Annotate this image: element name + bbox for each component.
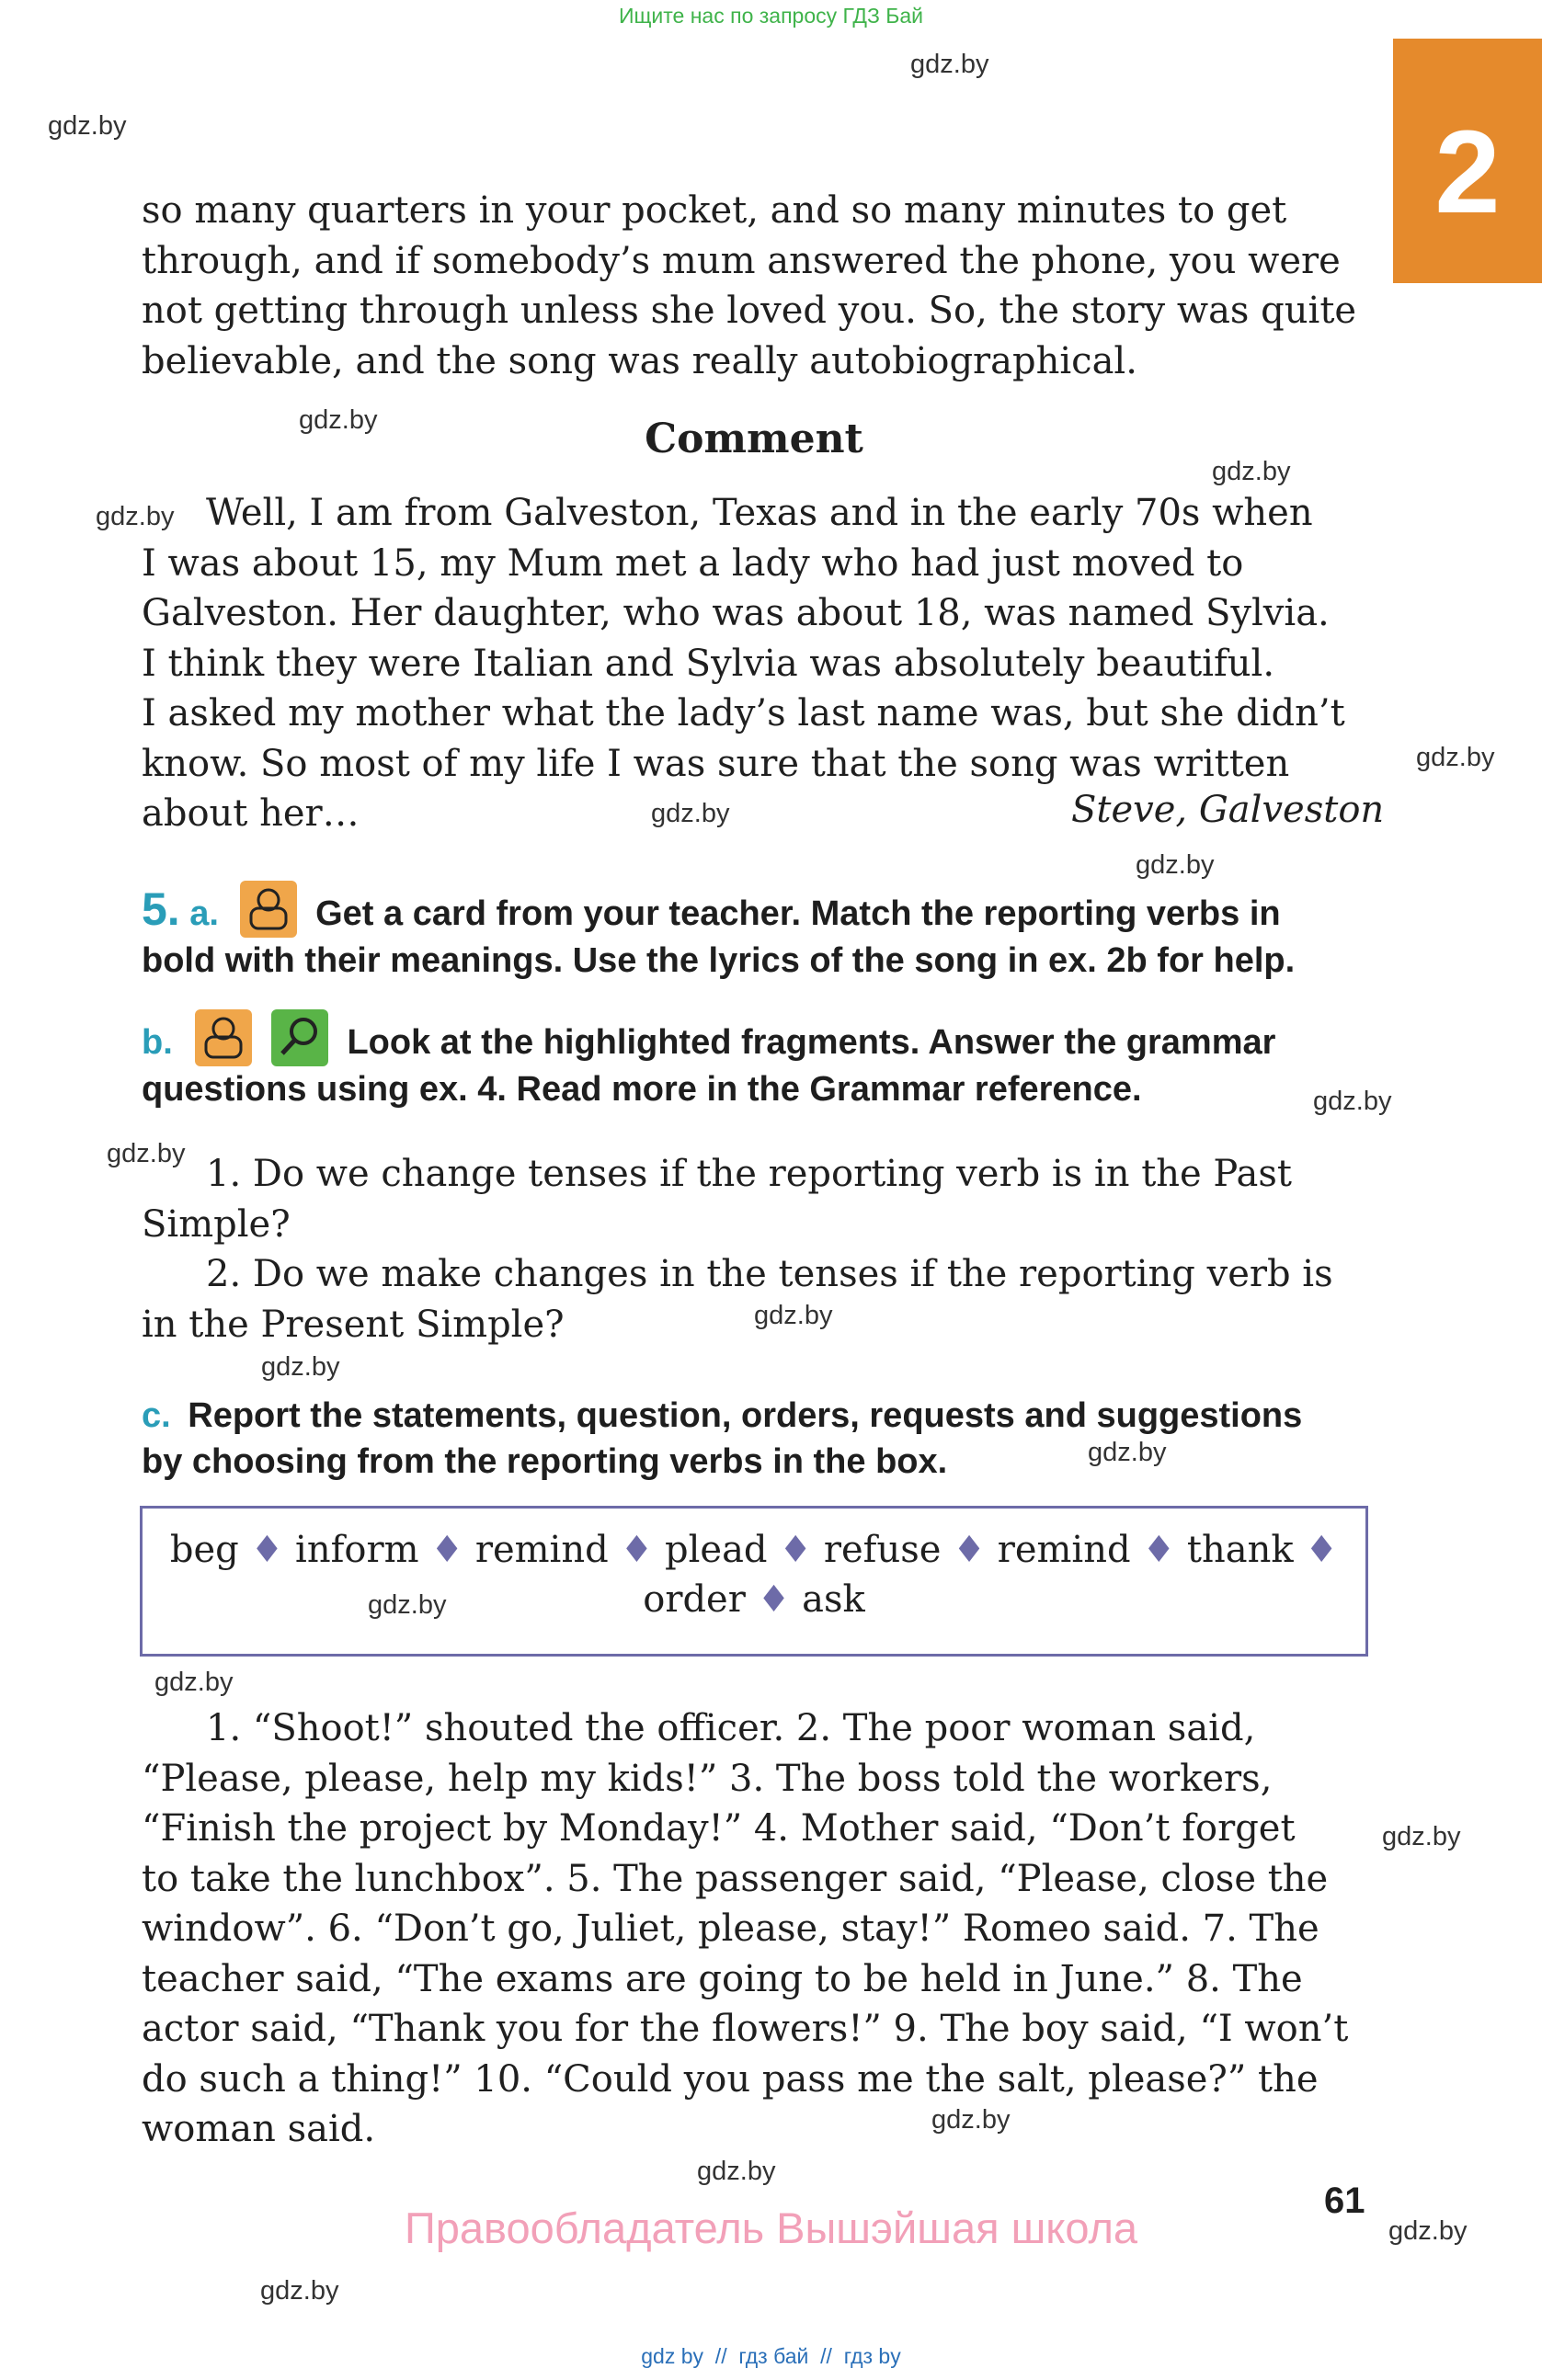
sentence-line: 1. “Shoot!” shouted the officer. 2. The poor woman said, (206, 1707, 1256, 1749)
question: Simple? (142, 1202, 291, 1246)
watermark: gdz.by (651, 799, 730, 828)
question: 2. Do we make changes in the tenses if the reporting verb is (206, 1253, 1333, 1295)
text-line: I think they were Italian and Sylvia was absolutely beautiful. (142, 642, 1275, 685)
text-line: Well, I am from Galveston, Texas and in the early 70s when (206, 492, 1313, 534)
reporting-verbs-box (140, 1506, 1368, 1657)
verb: ask (802, 1578, 865, 1621)
task-text: Report the statements, question, orders, requests and suggestions (188, 1396, 1303, 1435)
diamond-separator: ♦ (430, 1529, 464, 1571)
bottom-links[interactable]: gdz by // гдз бай // гдз by (641, 2344, 901, 2368)
sentence-line: do such a thing!” 10. “Could you pass me the salt, please?” the (142, 2057, 1319, 2101)
watermark: gdz.by (1212, 457, 1291, 486)
text-line: not getting through unless she loved you. So, the story was quite (142, 290, 1357, 332)
story-ending (142, 186, 1365, 386)
sentence-line: woman said. (142, 2108, 376, 2150)
page-number: 61 (1324, 2181, 1365, 2221)
sentence-line: “Finish the project by Monday!” 4. Mother said, “Don’t forget (142, 1807, 1296, 1850)
watermark: gdz.by (107, 1139, 186, 1168)
watermark: gdz.by (1416, 743, 1495, 772)
question: in the Present Simple? (142, 1303, 565, 1346)
watermark: gdz.by (1382, 1822, 1461, 1851)
sentence-line: actor said, “Thank you for the flowers!” 9. The boy said, “I won’t (142, 2008, 1349, 2050)
watermark: gdz.by (697, 2157, 776, 2186)
text-line: through, and if somebody’s mum answered the phone, you were (142, 239, 1341, 282)
watermark: gdz.by (1088, 1438, 1167, 1467)
watermark: gdz.by (754, 1301, 833, 1330)
task-letter: a. (189, 894, 219, 933)
watermark: gdz.by (1313, 1087, 1392, 1116)
exercise-5c (142, 1393, 1374, 1485)
verbs-line (143, 1575, 1365, 1624)
text-line: about her… (142, 792, 360, 835)
unit-tab (1393, 39, 1542, 283)
sentence-line: to take the lunchbox”. 5. The passenger said, “Please, close the (142, 1857, 1329, 1900)
sentence-line: “Please, please, help my kids!” 3. The boss told the workers, (142, 1757, 1273, 1800)
watermark: gdz.by (368, 1590, 447, 1620)
verb: refuse (823, 1529, 942, 1571)
watermark: gdz.by (931, 2105, 1011, 2135)
diamond-separator: ♦ (1142, 1529, 1176, 1571)
exercise-5a (142, 881, 1374, 984)
task-letter: c. (142, 1396, 171, 1435)
watermark: gdz.by (96, 502, 175, 531)
watermark: gdz.by (1136, 850, 1215, 880)
task-text: bold with their meanings. Use the lyrics of the song in ex. 2b for help. (142, 941, 1296, 980)
unit-number: 2 (1434, 107, 1501, 238)
sentence-line: window”. 6. “Don’t go, Juliet, please, stay!” Romeo said. 7. The (142, 1907, 1319, 1950)
top-search-link[interactable]: Ищите нас по запросу ГДЗ Бай (618, 4, 924, 28)
task-text: questions using ex. 4. Read more in the Grammar reference. (142, 1070, 1142, 1109)
copyright-notice: Правообладатель Вышэйшая школа (404, 2203, 1138, 2252)
watermark: gdz.by (1388, 2216, 1468, 2246)
watermark: gdz.by (260, 2276, 339, 2306)
watermark: gdz.by (261, 1352, 340, 1382)
grammar-questions (142, 1149, 1365, 1349)
comment-signature: Steve, Galveston (1071, 789, 1385, 831)
pair-work-icon (240, 881, 297, 938)
diamond-separator: ♦ (1305, 1529, 1339, 1571)
text-line: I was about 15, my Mum met a lady who had just moved to (142, 541, 1244, 585)
exercise-number: 5. (142, 883, 180, 935)
diamond-separator: ♦ (250, 1529, 284, 1571)
task-text: Get a card from your teacher. Match the reporting verbs in (315, 894, 1281, 933)
verb: plead (665, 1529, 768, 1571)
task-text: Look at the highlighted fragments. Answer the grammar (347, 1023, 1276, 1062)
text-line: Galveston. Her daughter, who was about 18, was named Sylvia. (142, 592, 1330, 634)
diamond-separator: ♦ (757, 1578, 791, 1621)
verb: thank (1186, 1529, 1294, 1571)
diamond-separator: ♦ (953, 1529, 986, 1571)
comment-heading: Comment (645, 416, 863, 462)
text-line: I asked my mother what the lady’s last name was, but she didn’t (142, 692, 1345, 734)
watermark: gdz.by (910, 50, 989, 79)
diamond-separator: ♦ (779, 1529, 813, 1571)
magnifier-icon (271, 1009, 328, 1066)
verb: beg (169, 1529, 239, 1571)
verbs-line (143, 1525, 1365, 1575)
sentence-line: teacher said, “The exams are going to be held in June.” 8. The (142, 1957, 1303, 2000)
text-line: know. So most of my life I was sure that the song was written (142, 742, 1290, 785)
comment-body (142, 488, 1365, 839)
verb: order (643, 1578, 746, 1621)
watermark: gdz.by (299, 405, 378, 435)
pair-work-icon (195, 1009, 252, 1066)
sentences-to-report (142, 1703, 1365, 2155)
verb: remind (474, 1529, 609, 1571)
diamond-separator: ♦ (620, 1529, 654, 1571)
text-line: believable, and the song was really autobiographical. (142, 339, 1137, 382)
verb: inform (295, 1529, 419, 1571)
question: 1. Do we change tenses if the reporting verb is in the Past (206, 1153, 1292, 1195)
verb: remind (997, 1529, 1131, 1571)
watermark: gdz.by (154, 1668, 234, 1697)
text-line: so many quarters in your pocket, and so many minutes to get (142, 189, 1287, 232)
task-letter: b. (142, 1023, 173, 1062)
watermark: gdz.by (48, 111, 127, 141)
task-text: by choosing from the reporting verbs in the box. (142, 1442, 948, 1481)
exercise-5b (142, 1009, 1374, 1112)
